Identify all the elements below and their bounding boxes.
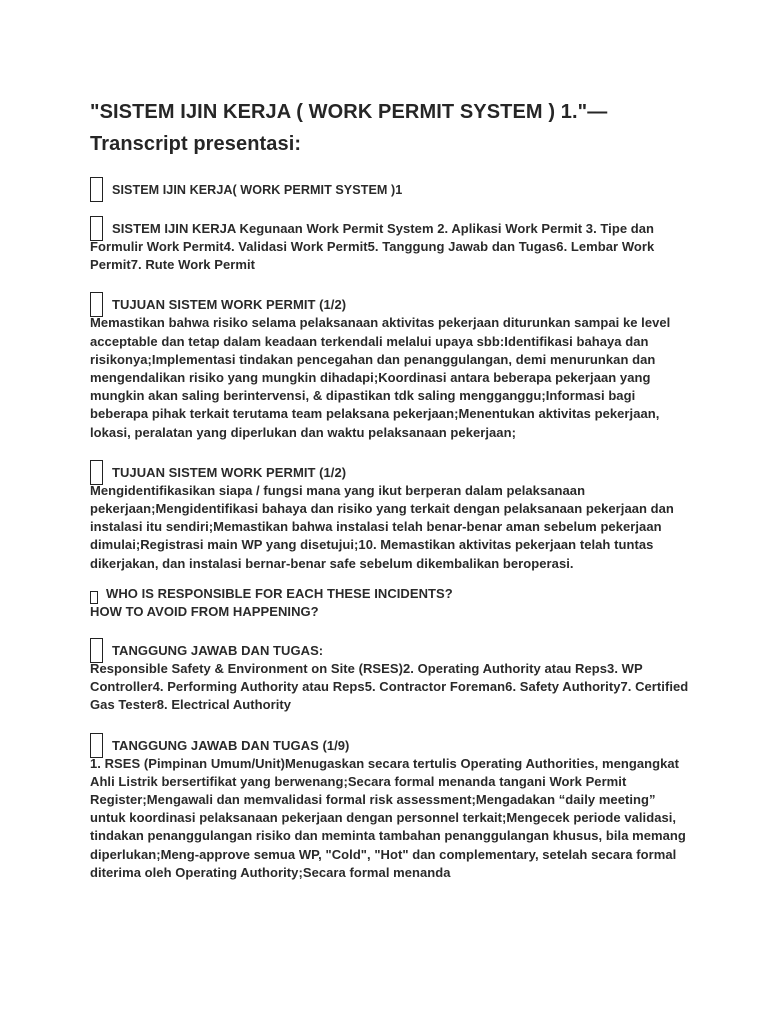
missing-glyph-icon xyxy=(90,292,103,317)
section-heading: TANGGUNG JAWAB DAN TUGAS: xyxy=(112,643,324,659)
section-heading: TANGGUNG JAWAB DAN TUGAS (1/9) xyxy=(112,737,350,753)
document-page xyxy=(90,96,690,882)
page-title xyxy=(90,96,690,160)
missing-glyph-icon xyxy=(90,733,103,758)
missing-glyph-icon xyxy=(90,638,103,663)
slide-section-3 xyxy=(90,289,690,441)
slide-section-4 xyxy=(90,457,690,573)
section-body: HOW TO AVOID FROM HAPPENING? xyxy=(90,603,319,619)
section-body: 1. RSES (Pimpinan Umum/Unit)Menugaskan secara tertulis Operating Authorities, mengangkat Ahli Listrik bersertifikat yang berwenang;Secara formal menanda tangani Work Permit Register;Mengawali dan memvalidasi formal risk assessment;Mengadakan “daily meeting” untuk koordinasi pelaksanaan pekerjaan dengan personnel terkait;Mengecek periode validasi, tindakan penanggulangan risiko dan meminta tambahan penanggulangan khusus, bila memang diperlukan;Meng-approve semua WP, "Cold", "Hot" dan complementary, setelah secara formal diterima oleh Operating Authority;Secara formal menanda xyxy=(90,755,686,880)
slide-section-6 xyxy=(90,635,690,715)
section-heading: TUJUAN SISTEM WORK PERMIT (1/2) xyxy=(112,297,347,313)
missing-glyph-icon xyxy=(90,177,103,202)
section-body: Mengidentifikasikan siapa / fungsi mana yang ikut berperan dalam pelaksanaan pekerjaan;Mengidentifikasi bahaya dan risiko yang terkait dengan pelaksanaan pekerjaan dan instalasi itu sendiri;Memastikan bahwa instalasi telah benar-benar aman sebelum pekerjaan dimulai;Registrasi main WP yang disetujui;10. Memastikan aktivitas pekerjaan telah tuntas dikerjakan, dan instalasi bernar-benar safe sebelum dikembalikan beroperasi. xyxy=(90,482,674,571)
missing-glyph-icon xyxy=(90,216,103,241)
title-line-2: Transcript presentasi: xyxy=(90,133,302,155)
section-heading: TUJUAN SISTEM WORK PERMIT (1/2) xyxy=(112,464,347,480)
missing-glyph-icon xyxy=(90,460,103,485)
slide-section-2 xyxy=(90,213,690,274)
section-heading: WHO IS RESPONSIBLE FOR EACH THESE INCIDENTS? xyxy=(106,585,453,601)
section-body: Responsible Safety & Environment on Site (RSES)2. Operating Authority atau Reps3. WP Controller4. Performing Authority atau Reps5. Contractor Foreman6. Safety Authority7. Certified Gas Tester8. Electrical Authority xyxy=(90,661,689,713)
section-heading: SISTEM IJIN KERJA Kegunaan Work Permit System 2. Aplikasi Work Permit 3. Tipe dan Formulir Work Permit4. Validasi Work Permit5. Tanggung Jawab dan Tugas6. Lembar Work Permit7. Rute Work Permit xyxy=(90,220,655,273)
title-line-1: "SISTEM IJIN KERJA ( WORK PERMIT SYSTEM ) 1."— xyxy=(90,101,608,123)
section-heading: SISTEM IJIN KERJA( WORK PERMIT SYSTEM )1 xyxy=(112,183,403,197)
slide-section-1 xyxy=(90,174,690,199)
slide-section-7 xyxy=(90,730,690,882)
slide-section-5 xyxy=(90,585,690,621)
missing-glyph-icon xyxy=(90,591,98,604)
section-body: Memastikan bahwa risiko selama pelaksanaan aktivitas pekerjaan diturunkan sampai ke level acceptable dan tetap dalam keadaan terkendali melalui upaya sbb:Identifikasi bahaya dan risikonya;Implementasi tindakan pencegahan dan penanggulangan, demi menurunkan dan mengendalikan risiko yang mungkin dihadapi;Koordinasi antara beberapa pekerjaan yang mungkin akan saling berintervensi, & dipastikan tdk saling mengganggu;Informasi bagi beberapa pihak terkait terutama team pelaksana pekerjaan;Menentukan aktivitas pekerjaan, lokasi, peralatan yang diperlukan dan waktu pelaksanaan pekerjaan; xyxy=(90,315,671,440)
